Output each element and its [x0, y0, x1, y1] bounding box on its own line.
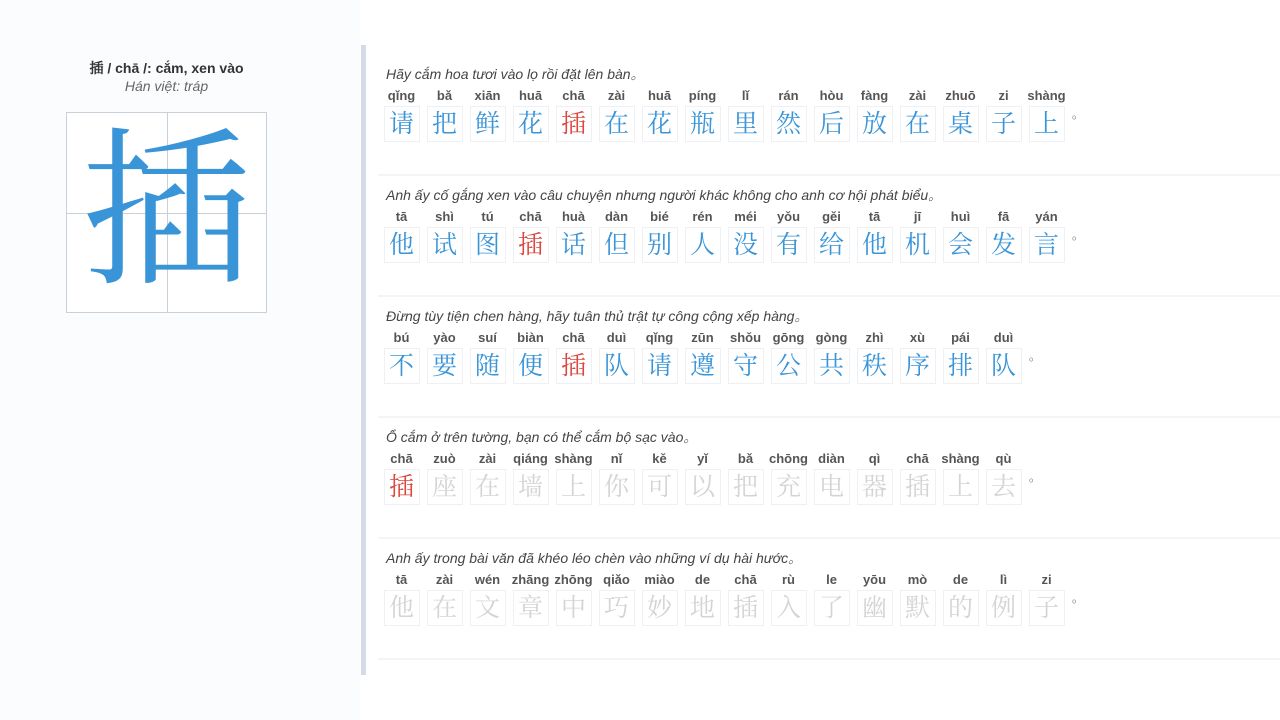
character-cell[interactable]	[724, 88, 767, 142]
hanzi: 妙	[642, 590, 678, 626]
hanzi: 墙	[513, 469, 549, 505]
character-cell[interactable]	[380, 88, 423, 142]
hanzi: 在	[900, 106, 936, 142]
hanzi: 的	[943, 590, 979, 626]
pinyin: shàng	[1027, 88, 1066, 103]
character-cell[interactable]	[982, 330, 1025, 384]
pinyin: shǒu	[729, 330, 762, 345]
character-cell[interactable]	[853, 209, 896, 263]
hanzi: 子	[1029, 590, 1065, 626]
hanzi: 没	[728, 227, 764, 263]
character-cell[interactable]	[423, 572, 466, 626]
pinyin: shàng	[554, 451, 593, 466]
character-cell[interactable]	[1025, 209, 1068, 263]
pinyin: bǎ	[436, 88, 453, 103]
character-cell[interactable]	[853, 451, 896, 505]
pinyin: duì	[993, 330, 1014, 345]
character-cell[interactable]	[896, 209, 939, 263]
character-cell[interactable]	[681, 88, 724, 142]
character-cell[interactable]	[552, 572, 595, 626]
character-cell[interactable]	[724, 330, 767, 384]
pinyin: de	[694, 572, 711, 587]
pinyin: píng	[688, 88, 717, 103]
hanzi: 序	[900, 348, 936, 384]
hanzi: 以	[685, 469, 721, 505]
character-stroke-box[interactable]	[66, 112, 267, 313]
hanzi: 队	[986, 348, 1022, 384]
character-cell[interactable]	[595, 88, 638, 142]
hanzi: 在	[470, 469, 506, 505]
hanzi: 然	[771, 106, 807, 142]
character-cell[interactable]	[810, 572, 853, 626]
character-cell[interactable]	[466, 330, 509, 384]
hanzi: 花	[513, 106, 549, 142]
hanzi: 言	[1029, 227, 1065, 263]
character-cell[interactable]	[380, 572, 423, 626]
pinyin: tā	[868, 209, 881, 224]
pinyin: le	[826, 572, 837, 587]
sentence-end-punctuation: 。	[1029, 470, 1042, 484]
character-cell[interactable]	[466, 88, 509, 142]
character-list	[378, 572, 1280, 626]
hanzi: 队	[599, 348, 635, 384]
pinyin: rén	[692, 209, 713, 224]
pinyin: qiǎo	[603, 572, 630, 587]
hanzi: 请	[384, 106, 420, 142]
large-character: 插	[81, 113, 252, 311]
character-cell[interactable]	[896, 572, 939, 626]
hanzi: 插	[556, 106, 592, 142]
pinyin: bǎ	[737, 451, 754, 466]
character-cell[interactable]	[982, 88, 1025, 142]
character-cell[interactable]	[767, 451, 810, 505]
character-list	[378, 451, 1280, 505]
pinyin: qǐng	[387, 88, 416, 103]
hanzi: 巧	[599, 590, 635, 626]
character-cell[interactable]	[767, 572, 810, 626]
han-viet-reading: Hán việt: tráp	[124, 78, 209, 94]
character-cell[interactable]	[466, 209, 509, 263]
pinyin: yǐ	[697, 451, 708, 466]
hanzi: 有	[771, 227, 807, 263]
hanzi: 守	[728, 348, 764, 384]
pinyin: mò	[907, 572, 928, 587]
pinyin: lǐ	[741, 88, 750, 103]
pinyin: yào	[433, 330, 456, 345]
pinyin: rán	[778, 88, 799, 103]
pinyin: shì	[435, 209, 454, 224]
pinyin: zài	[478, 451, 497, 466]
hanzi: 后	[814, 106, 850, 142]
hanzi: 别	[642, 227, 678, 263]
hanzi: 要	[427, 348, 463, 384]
hanzi: 了	[814, 590, 850, 626]
character-cell[interactable]	[638, 451, 681, 505]
hanzi: 便	[513, 348, 549, 384]
hanzi: 把	[427, 106, 463, 142]
hanzi: 幽	[857, 590, 893, 626]
pinyin: fàng	[860, 88, 889, 103]
pinyin: biàn	[517, 330, 544, 345]
example-row	[378, 419, 1280, 539]
hanzi: 电	[814, 469, 850, 505]
pinyin: zi	[998, 88, 1009, 103]
pinyin: pái	[951, 330, 970, 345]
character-cell[interactable]	[509, 572, 552, 626]
pinyin: suí	[478, 330, 497, 345]
hanzi: 花	[642, 106, 678, 142]
character-cell[interactable]	[552, 451, 595, 505]
pinyin: zi	[1041, 572, 1052, 587]
pinyin: chā	[906, 451, 929, 466]
hanzi: 话	[556, 227, 592, 263]
character-cell[interactable]	[982, 451, 1025, 505]
character-cell[interactable]	[681, 451, 724, 505]
character-cell[interactable]	[509, 330, 552, 384]
hanzi: 插	[556, 348, 592, 384]
pinyin: xiān	[474, 88, 501, 103]
hanzi: 机	[900, 227, 936, 263]
pinyin: chā	[562, 330, 585, 345]
hanzi: 在	[427, 590, 463, 626]
character-list	[378, 330, 1280, 384]
character-cell[interactable]	[681, 330, 724, 384]
character-cell[interactable]	[939, 209, 982, 263]
character-cell[interactable]	[595, 451, 638, 505]
character-cell[interactable]	[896, 88, 939, 142]
character-cell[interactable]	[939, 572, 982, 626]
hanzi: 插	[728, 590, 764, 626]
character-cell[interactable]	[509, 451, 552, 505]
character-cell[interactable]	[380, 209, 423, 263]
character-cell[interactable]	[939, 88, 982, 142]
character-cell[interactable]	[724, 572, 767, 626]
hanzi: 器	[857, 469, 893, 505]
sentence-translation: Anh ấy cố gắng xen vào câu chuyện nhưng người khác không cho anh cơ hội phát biểu。	[386, 187, 943, 203]
hanzi: 排	[943, 348, 979, 384]
pinyin: zài	[435, 572, 454, 587]
pinyin: gěi	[822, 209, 841, 224]
pinyin: zhāng	[511, 572, 550, 587]
character-cell[interactable]	[509, 88, 552, 142]
hanzi: 图	[470, 227, 506, 263]
character-cell[interactable]	[982, 209, 1025, 263]
pinyin: zài	[908, 88, 927, 103]
pinyin: qiáng	[513, 451, 548, 466]
pinyin: fā	[997, 209, 1010, 224]
character-cell[interactable]	[810, 88, 853, 142]
pinyin: gōng	[772, 330, 805, 345]
sentence-end-punctuation: 。	[1072, 228, 1085, 242]
character-cell[interactable]	[724, 451, 767, 505]
pinyin: duì	[606, 330, 627, 345]
pinyin: chōng	[769, 451, 808, 466]
hanzi: 随	[470, 348, 506, 384]
pinyin: tā	[395, 209, 408, 224]
hanzi: 子	[986, 106, 1022, 142]
hanzi: 上	[943, 469, 979, 505]
character-cell[interactable]	[423, 330, 466, 384]
hanzi: 放	[857, 106, 893, 142]
character-cell[interactable]	[423, 88, 466, 142]
pinyin: rù	[782, 572, 795, 587]
pinyin: huà	[561, 209, 586, 224]
pinyin: tā	[395, 572, 408, 587]
character-cell[interactable]	[466, 572, 509, 626]
hanzi: 你	[599, 469, 635, 505]
pinyin: zài	[607, 88, 626, 103]
character-cell[interactable]	[939, 451, 982, 505]
hanzi: 公	[771, 348, 807, 384]
sentence-translation: Ổ cắm ở trên tường, bạn có thể cắm bộ sạc vào。	[386, 429, 698, 445]
pinyin: tú	[481, 209, 494, 224]
character-cell[interactable]	[595, 572, 638, 626]
character-cell[interactable]	[595, 209, 638, 263]
pinyin: yōu	[862, 572, 887, 587]
pinyin: wén	[474, 572, 501, 587]
sentence-end-punctuation: 。	[1072, 107, 1085, 121]
pinyin: bié	[650, 209, 669, 224]
character-cell[interactable]	[767, 330, 810, 384]
pinyin: chā	[519, 209, 542, 224]
pinyin: zuò	[433, 451, 456, 466]
pinyin: shàng	[941, 451, 980, 466]
hanzi: 遵	[685, 348, 721, 384]
hanzi: 他	[384, 590, 420, 626]
pinyin: zhì	[865, 330, 884, 345]
hanzi: 请	[642, 348, 678, 384]
hanzi: 文	[470, 590, 506, 626]
pinyin: nǐ	[610, 451, 623, 466]
pinyin: huì	[950, 209, 971, 224]
character-cell[interactable]	[595, 330, 638, 384]
word-heading: 插 / chā /: cắm, xen vào	[89, 60, 244, 76]
sentence-translation: Anh ấy trong bài văn đã khéo léo chèn vào những ví dụ hài hước。	[386, 550, 803, 566]
hanzi: 桌	[943, 106, 979, 142]
character-cell[interactable]	[810, 209, 853, 263]
character-cell[interactable]	[853, 88, 896, 142]
example-row	[378, 540, 1280, 660]
pinyin: qì	[868, 451, 881, 466]
pinyin: diàn	[818, 451, 845, 466]
pinyin: méi	[734, 209, 757, 224]
hanzi: 例	[986, 590, 1022, 626]
pinyin: qǐng	[645, 330, 674, 345]
character-cell[interactable]	[552, 330, 595, 384]
character-cell[interactable]	[552, 88, 595, 142]
character-cell[interactable]	[552, 209, 595, 263]
sentence-end-punctuation: 。	[1029, 349, 1042, 363]
pinyin: miào	[644, 572, 675, 587]
character-cell[interactable]	[853, 572, 896, 626]
character-cell[interactable]	[1025, 572, 1068, 626]
character-cell[interactable]	[853, 330, 896, 384]
pinyin: yán	[1035, 209, 1058, 224]
hanzi: 里	[728, 106, 764, 142]
hanzi: 充	[771, 469, 807, 505]
pinyin: dàn	[604, 209, 629, 224]
pinyin: zūn	[691, 330, 714, 345]
character-cell[interactable]	[939, 330, 982, 384]
pinyin: gòng	[815, 330, 848, 345]
character-cell[interactable]	[681, 572, 724, 626]
pinyin: huā	[647, 88, 672, 103]
character-cell[interactable]	[810, 330, 853, 384]
pinyin: hòu	[819, 88, 844, 103]
pinyin: chā	[390, 451, 413, 466]
character-cell[interactable]	[423, 209, 466, 263]
character-cell[interactable]	[380, 330, 423, 384]
hanzi: 不	[384, 348, 420, 384]
hanzi: 会	[943, 227, 979, 263]
pinyin: qù	[995, 451, 1012, 466]
character-cell[interactable]	[423, 451, 466, 505]
character-cell[interactable]	[810, 451, 853, 505]
example-sentences	[378, 56, 1280, 661]
character-cell[interactable]	[896, 330, 939, 384]
hanzi: 插	[513, 227, 549, 263]
character-cell[interactable]	[681, 209, 724, 263]
hanzi: 秩	[857, 348, 893, 384]
word-panel	[0, 0, 360, 720]
character-cell[interactable]	[896, 451, 939, 505]
pinyin: huā	[518, 88, 543, 103]
character-cell[interactable]	[638, 88, 681, 142]
character-cell[interactable]	[509, 209, 552, 263]
pinyin: lì	[999, 572, 1008, 587]
character-list	[378, 88, 1280, 142]
pinyin: zhuō	[945, 88, 976, 103]
hanzi: 发	[986, 227, 1022, 263]
character-cell[interactable]	[1025, 88, 1068, 142]
hanzi: 章	[513, 590, 549, 626]
hanzi: 地	[685, 590, 721, 626]
hanzi: 插	[900, 469, 936, 505]
hanzi: 在	[599, 106, 635, 142]
pinyin: kě	[652, 451, 667, 466]
character-cell[interactable]	[638, 209, 681, 263]
pinyin: yǒu	[776, 209, 801, 224]
hanzi: 上	[556, 469, 592, 505]
hanzi: 但	[599, 227, 635, 263]
character-cell[interactable]	[638, 330, 681, 384]
hanzi: 把	[728, 469, 764, 505]
hanzi: 试	[427, 227, 463, 263]
pinyin: chā	[562, 88, 585, 103]
example-row	[378, 177, 1280, 297]
pinyin: xù	[909, 330, 926, 345]
character-cell[interactable]	[767, 209, 810, 263]
character-cell[interactable]	[466, 451, 509, 505]
character-cell[interactable]	[982, 572, 1025, 626]
sentence-translation: Hãy cắm hoa tươi vào lọ rồi đặt lên bàn。	[386, 66, 645, 82]
character-cell[interactable]	[767, 88, 810, 142]
sentence-translation: Đừng tùy tiện chen hàng, hãy tuân thủ trật tự công cộng xếp hàng。	[386, 308, 809, 324]
pinyin: de	[952, 572, 969, 587]
hanzi: 鲜	[470, 106, 506, 142]
hanzi: 上	[1029, 106, 1065, 142]
hanzi: 入	[771, 590, 807, 626]
character-list	[378, 209, 1280, 263]
hanzi: 默	[900, 590, 936, 626]
hanzi: 中	[556, 590, 592, 626]
pinyin: bú	[393, 330, 410, 345]
hanzi: 他	[857, 227, 893, 263]
hanzi: 给	[814, 227, 850, 263]
hanzi: 去	[986, 469, 1022, 505]
pinyin: chā	[734, 572, 757, 587]
hanzi: 插	[384, 469, 420, 505]
sentence-end-punctuation: 。	[1072, 591, 1085, 605]
hanzi: 他	[384, 227, 420, 263]
hanzi: 可	[642, 469, 678, 505]
pinyin: jī	[913, 209, 922, 224]
pinyin: zhōng	[554, 572, 593, 587]
example-row	[378, 298, 1280, 418]
hanzi: 座	[427, 469, 463, 505]
character-cell[interactable]	[380, 451, 423, 505]
character-cell[interactable]	[638, 572, 681, 626]
panel-divider	[361, 45, 366, 675]
hanzi: 瓶	[685, 106, 721, 142]
example-row	[378, 56, 1280, 176]
hanzi: 人	[685, 227, 721, 263]
hanzi: 共	[814, 348, 850, 384]
character-cell[interactable]	[724, 209, 767, 263]
